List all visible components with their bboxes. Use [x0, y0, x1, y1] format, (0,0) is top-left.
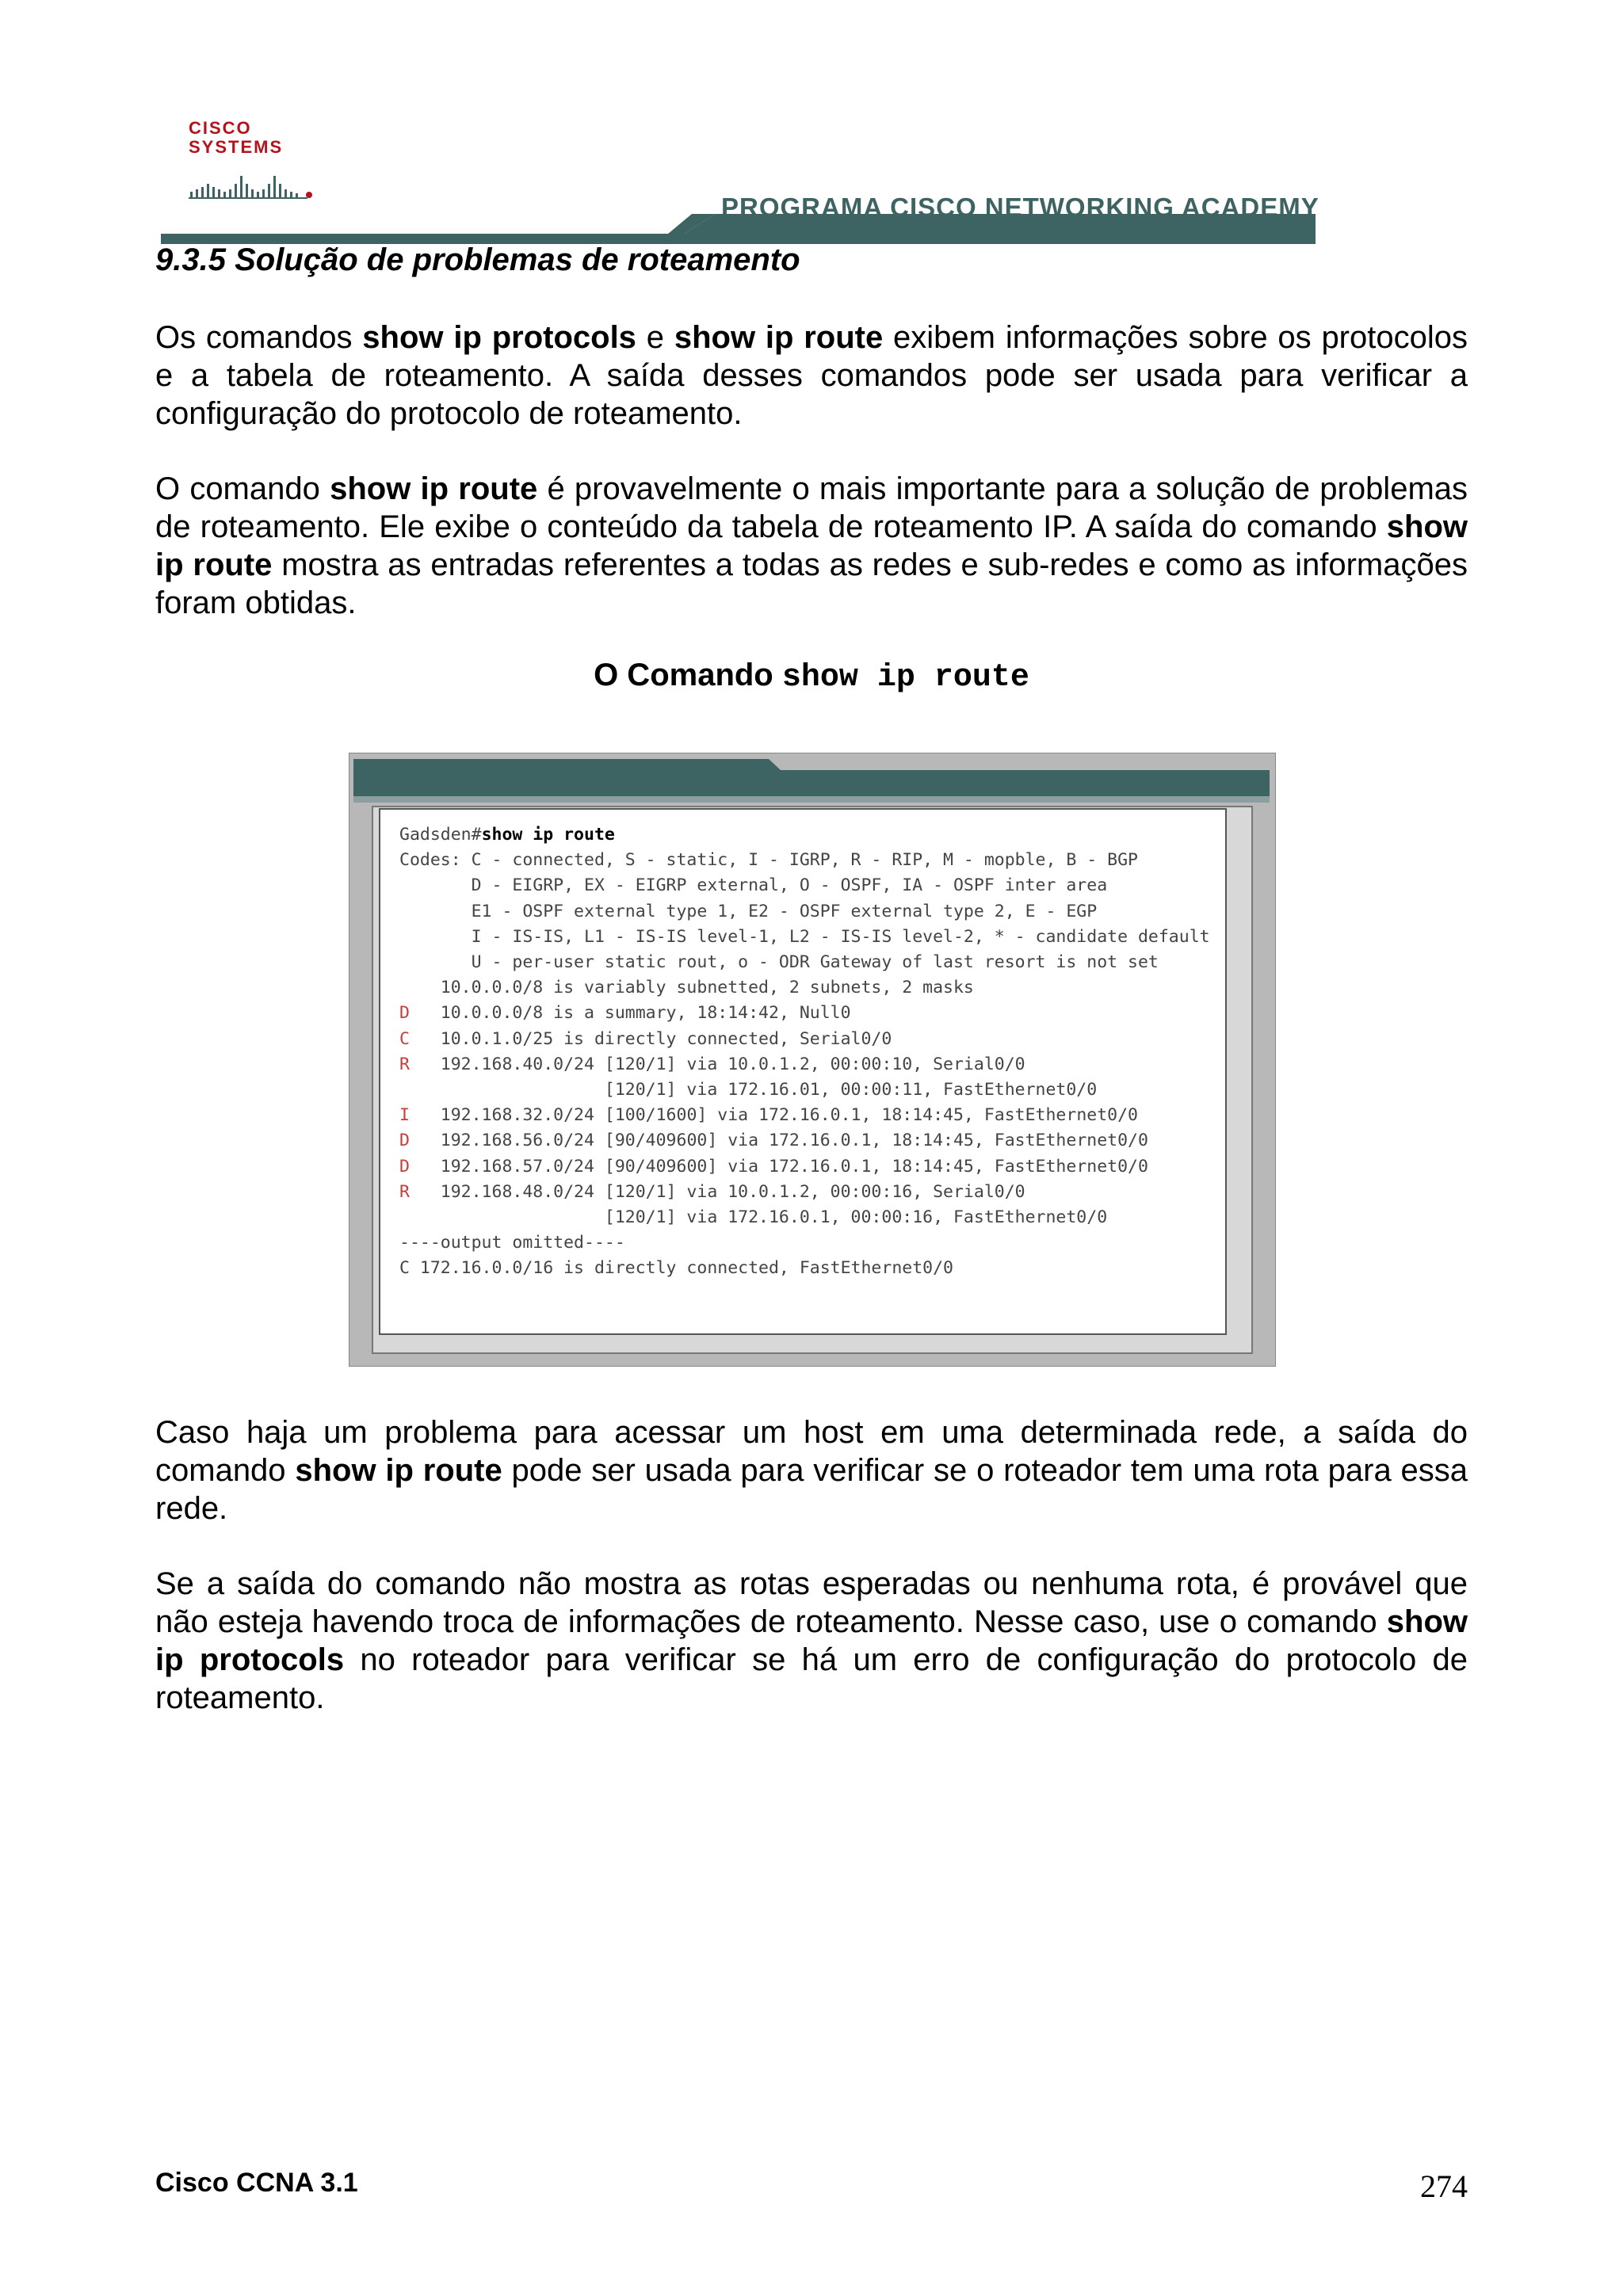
route-code: D [399, 1003, 410, 1024]
command-text: show ip route [155, 509, 1468, 582]
text-run: é provavelmente o mais importante para a solução de problemas de roteamento. Ele exibe o conteúdo da tabela de roteamento IP. A saída do comando [155, 471, 1468, 544]
footer-course-title: Cisco CCNA 3.1 [155, 2168, 358, 2198]
terminal-output [379, 808, 1227, 1335]
text-run: Se a saída do comando não mostra as rotas esperadas ou nenhuma rota, é provável que não esteja havendo troca de informações de roteamento. Nesse caso, use o comando [155, 1566, 1468, 1639]
terminal-line [399, 975, 1225, 1001]
terminal-line [399, 1154, 1225, 1180]
command-text: show ip route [674, 320, 884, 355]
figure-caption [0, 658, 1623, 696]
caption-prefix: O Comando [594, 658, 782, 692]
text-run: e [636, 320, 674, 355]
route-text: 10.0.0.0/8 is variably subnetted, 2 subnets, 2 masks [399, 978, 974, 998]
section-title: 9.3.5 Solução de problemas de roteamento [155, 242, 800, 277]
route-text: 10.0.0.0/8 is a summary, 18:14:42, Null0 [409, 1003, 851, 1024]
text-run: exibem informações sobre os protocolos e a tabela de roteamento. A saída desses comandos pode ser usada para verificar a configuração do protocolo de roteamento. [155, 320, 1468, 431]
text-run: pode ser usada para verificar se o roteador tem uma rota para essa rede. [155, 1453, 1468, 1526]
terminal-line [399, 1128, 1225, 1154]
route-text: C 172.16.0.0/16 is directly connected, FastEthernet0/0 [399, 1258, 953, 1279]
terminal-line [399, 1230, 1225, 1256]
terminal-lines [399, 848, 1225, 1281]
terminal-line [399, 1205, 1225, 1230]
page-number: 274 [1420, 2168, 1468, 2204]
paragraph-1 [155, 318, 1468, 433]
terminal-line [399, 1052, 1225, 1077]
terminal-prompt-line [399, 822, 1225, 848]
route-text: 192.168.57.0/24 [90/409600] via 172.16.0.1, 18:14:45, FastEthernet0/0 [409, 1156, 1148, 1177]
route-text: D - EIGRP, EX - EIGRP external, O - OSPF, IA - OSPF inter area [399, 875, 1108, 896]
terminal-line [399, 1077, 1225, 1103]
banner-title: PROGRAMA CISCO NETWORKING ACADEMY [721, 193, 1319, 222]
terminal-line [399, 1027, 1225, 1052]
text-run: no roteador para verificar se há um erro de configuração do protocolo de roteamento. [155, 1642, 1468, 1715]
route-text: [120/1] via 172.16.0.1, 00:00:16, FastEthernet0/0 [399, 1207, 1108, 1228]
text-run: Os comandos [155, 320, 363, 355]
route-code: I [399, 1105, 410, 1126]
text-run: O comando [155, 471, 330, 506]
terminal-line [399, 1103, 1225, 1128]
terminal-prompt: Gadsden# [399, 825, 482, 845]
terminal-command: show ip route [481, 825, 615, 845]
command-text: show ip protocols [362, 320, 636, 355]
cisco-logo [189, 119, 323, 190]
terminal-line [399, 899, 1225, 925]
terminal-line [399, 950, 1225, 975]
paragraph-4 [155, 1565, 1468, 1717]
terminal-line [399, 1256, 1225, 1281]
command-text: show ip protocols [155, 1604, 1468, 1677]
route-code: D [399, 1131, 410, 1151]
command-text: show ip route [330, 471, 538, 506]
route-text: 192.168.56.0/24 [90/409600] via 172.16.0.1, 18:14:45, FastEthernet0/0 [409, 1131, 1148, 1151]
terminal-line [399, 1001, 1225, 1026]
route-text: E1 - OSPF external type 1, E2 - OSPF external type 2, E - EGP [399, 901, 1098, 921]
caption-command: show ip route [781, 660, 1029, 696]
route-text: I - IS-IS, L1 - IS-IS level-1, L2 - IS-IS level-2, * - candidate default [399, 926, 1210, 947]
logo-text: CISCO SYSTEMS [189, 118, 284, 157]
route-text: 10.0.1.0/25 is directly connected, Serial0/0 [409, 1028, 892, 1049]
text-run: Caso haja um problema para acessar um host em uma determinada rede, a saída do comando [155, 1415, 1468, 1488]
route-text: Codes: C - connected, S - static, I - IGRP, R - RIP, M - mopble, B - BGP [399, 850, 1138, 871]
route-text: U - per-user static rout, o - ODR Gateway of last resort is not set [399, 952, 1159, 973]
paragraph-2 [155, 470, 1468, 622]
route-text: ----output omitted---- [399, 1233, 625, 1253]
route-text: [120/1] via 172.16.01, 00:00:11, FastEthernet0/0 [399, 1080, 1098, 1100]
route-text: 192.168.32.0/24 [100/1600] via 172.16.0.1, 18:14:45, FastEthernet0/0 [409, 1105, 1138, 1126]
route-text: 192.168.40.0/24 [120/1] via 10.0.1.2, 00:00:10, Serial0/0 [409, 1054, 1025, 1074]
route-code: D [399, 1156, 410, 1177]
route-text: 192.168.48.0/24 [120/1] via 10.0.1.2, 00:00:16, Serial0/0 [409, 1181, 1025, 1202]
text-run: mostra as entradas referentes a todas as redes e sub-redes e como as informações foram obtidas. [155, 547, 1468, 620]
terminal-line [399, 925, 1225, 950]
terminal-line [399, 873, 1225, 898]
route-code: R [399, 1054, 410, 1074]
command-text: show ip route [295, 1453, 502, 1488]
terminal-line [399, 1180, 1225, 1205]
route-code: C [399, 1028, 410, 1049]
route-code: R [399, 1181, 410, 1202]
terminal-line [399, 848, 1225, 873]
paragraph-3 [155, 1413, 1468, 1527]
